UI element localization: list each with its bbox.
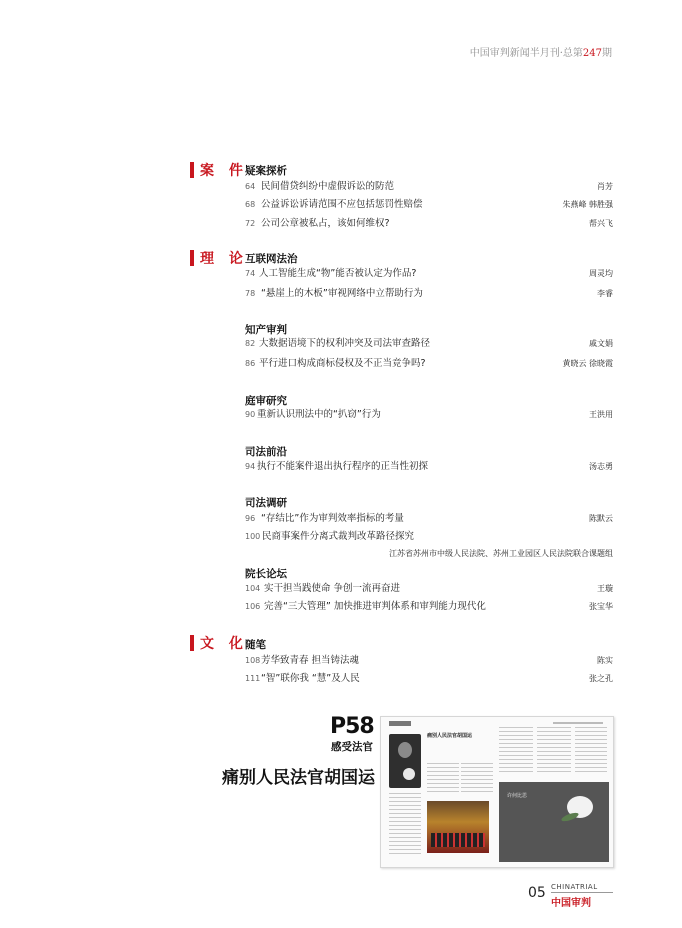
toc-author: 汤志勇 [589,462,613,471]
toc-author: 帮兴飞 [589,219,613,228]
toc-title: 公司公章被私占，该如何维权? [261,218,390,229]
feature-thumbnail[interactable] [380,716,614,868]
toc-title: 完善“三大管理” 加快推进审判体系和审判能力现代化 [264,601,486,612]
category-cases [190,160,248,180]
toc-title: 民间借贷纠纷中虚假诉讼的防范 [261,181,395,192]
toc-author: 戚文娟 [589,339,613,348]
toc-title: “存结比”作为审判效率指标的考量 [261,513,404,524]
magazine-issue-header [470,44,612,59]
toc-entry[interactable] [245,217,613,231]
toc-author: 周灵均 [589,269,613,278]
toc-title: 公益诉讼诉请范围不应包括惩罚性赔偿 [261,199,423,210]
portrait-flower [403,768,415,780]
toc-page: 100 [245,532,261,541]
brand-logo-cn: 中国审判 [551,898,591,909]
toc-page: 64 [245,182,256,191]
toc-entry[interactable] [245,180,613,194]
toc-page: 82 [245,339,256,348]
courtroom-photo [427,801,489,853]
toc-title: 民商事案件分离式裁判改革路径探究 [262,531,415,542]
toc-author: 李睿 [597,289,613,298]
category-label: 文 化 [200,636,248,652]
category-label: 理 论 [200,251,248,267]
toc-title: 实干担当践使命 争创一流再奋进 [264,583,401,594]
toc-title: “悬崖上的木板”审视网络中立帮助行为 [261,288,423,299]
brand-divider [551,892,613,893]
category-culture [190,633,248,653]
toc-entry[interactable] [245,600,613,614]
subsection-title: 互联网法治 [245,253,298,265]
page-number: 05 [528,885,546,901]
thumb-header-text [553,722,603,724]
flower-leaf [561,811,580,823]
toc-entry[interactable] [245,460,613,474]
toc-entry[interactable] [245,530,613,544]
toc-entry[interactable] [245,267,613,281]
toc-page: 111 [245,674,261,683]
subsection-title: 院长论坛 [245,568,287,580]
toc-page: 94 [245,462,256,471]
category-bar [190,250,194,266]
courtroom-seats [431,833,485,847]
toc-author: 王璇 [597,584,613,593]
issue-number: 247 [582,48,602,59]
toc-entry[interactable] [245,357,613,371]
toc-author: 朱燕峰 韩胜强 [562,200,613,209]
toc-page: 108 [245,656,261,665]
subsection-title: 随笔 [245,639,266,651]
toc-title: 执行不能案件退出执行程序的正当性初探 [257,461,429,472]
toc-entry[interactable] [245,582,613,596]
toc-author: 王洪用 [589,410,613,419]
thumb-column-tag [389,721,411,726]
toc-entry[interactable] [245,337,613,351]
category-bar [190,635,194,651]
toc-author: 张宝华 [589,602,613,611]
toc-entry[interactable] [245,198,613,212]
feature-page-number: P58 [330,714,374,739]
toc-title: “智”联你我 “慧”及人民 [261,673,360,684]
feature-title[interactable]: 痛别人民法官胡国运 [222,768,375,788]
subsection-title: 庭审研究 [245,395,287,407]
subsection-title: 疑案探析 [245,165,287,177]
toc-page: 90 [245,410,256,419]
subsection-title: 司法调研 [245,497,287,509]
toc-page: 96 [245,514,256,523]
subsection-title: 知产审判 [245,324,287,336]
toc-entry[interactable] [245,672,613,686]
toc-title: 芳华致青春 担当铸法魂 [261,655,360,666]
subsection-title: 司法前沿 [245,446,287,458]
toc-page: 106 [245,602,261,611]
toc-title: 重新认识刑法中的“扒窃”行为 [257,409,381,420]
toc-author: 陈默云 [589,514,613,523]
toc-page: 78 [245,289,256,298]
toc-entry[interactable] [245,512,613,526]
poem-panel [499,782,609,862]
issue-prefix: 中国审判新闻半月刊·总第 [469,48,583,59]
poem-title: 许何比思 [507,793,528,799]
toc-entry[interactable] [245,654,613,668]
feature-column-name: 感受法官 [331,741,373,753]
toc-page: 104 [245,584,261,593]
issue-suffix: 期 [602,48,612,59]
toc-entry[interactable] [245,287,613,301]
brand-english: CHINATRIAL [551,883,598,891]
portrait-face [398,742,412,758]
toc-title: 大数据语境下的权利冲突及司法审查路径 [259,338,431,349]
category-theory [190,248,248,268]
thumb-article-title: 痛别人民法官胡国运 [427,733,473,739]
toc-page: 74 [245,269,256,278]
judge-portrait [389,734,421,788]
toc-title: 人工智能生成“物”能否被认定为作品? [259,268,417,279]
category-label: 案 件 [200,163,248,179]
toc-title: 平行进口构成商标侵权及不正当竞争吗? [259,358,426,369]
toc-page: 72 [245,219,256,228]
toc-page: 68 [245,200,256,209]
toc-author: 陈实 [597,656,613,665]
toc-entry[interactable] [245,408,613,422]
category-bar [190,162,194,178]
toc-author: 黄晓云 徐晓霞 [562,359,613,368]
toc-author: 张之孔 [589,674,613,683]
toc-page: 86 [245,359,256,368]
toc-author: 江苏省苏州市中级人民法院、苏州工业园区人民法院联合课题组 [389,549,613,558]
toc-author: 肖芳 [597,182,613,191]
